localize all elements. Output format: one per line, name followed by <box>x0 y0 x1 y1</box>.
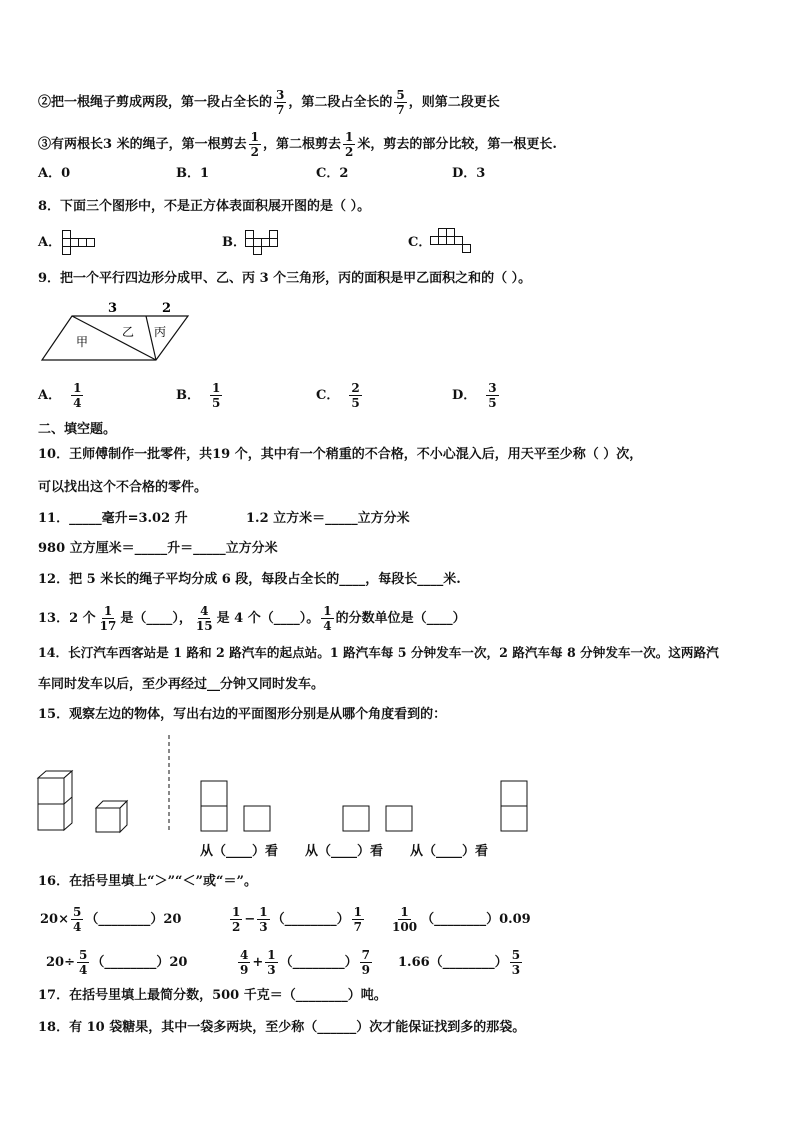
single-cube-figure <box>94 800 128 834</box>
q7-option-a[interactable]: A．0 <box>38 166 71 181</box>
divider-dashed-line <box>168 735 170 833</box>
section-title: 二、填空题。 <box>38 422 117 437</box>
q13-question: 13．2 个 $\frac{1}{17}$ 是（____）， $\frac{4}{15}$ 是 4 个（____）。 $\frac{1}{4}$ 的分数单位是（____） <box>38 604 466 633</box>
figure-label-yi: 乙 <box>122 325 135 339</box>
q8-option-b[interactable]: B． <box>222 235 246 250</box>
q10-line-1: 10．王师傅制作一批零件，共19 个，其中有一个稍重的不合格，不小心混入后，用天平至少称（ ）次， <box>38 447 643 462</box>
net-a-icon <box>62 230 104 258</box>
q8-option-a[interactable]: A． <box>38 235 62 250</box>
q11-part-b: 1.2 立方米＝_____立方分米 <box>246 511 410 526</box>
net-b-icon <box>245 230 287 258</box>
fraction: $\frac{3}{7}$ <box>276 88 285 117</box>
q9-option-b[interactable]: B． $\frac{1}{5}$ <box>176 381 221 410</box>
parallelogram-figure <box>42 300 202 362</box>
q16-expr-1: 20× $\frac{5}{4}$ （________）20 <box>40 905 182 934</box>
q7-option-c[interactable]: C．2 <box>316 166 349 181</box>
net-c-icon <box>430 228 472 258</box>
q14-line-1: 14．长汀汽车西客站是 1 路和 2 路汽车的起点站。1 路汽车每 5 分钟发车一次，2 路汽车每 8 分钟发车一次。这两路汽 <box>38 645 719 660</box>
view-1-figure <box>200 780 272 832</box>
q7-option-b[interactable]: B．1 <box>176 166 210 181</box>
q8-question: 8．下面三个图形中，不是正方体表面积展开图的是（ ）。 <box>38 199 371 214</box>
q12-question: 12．把 5 米长的绳子平均分成 6 段，每段占全长的____，每段长____米. <box>38 572 461 587</box>
q16-expr-2: $\frac{1}{2}$ − $\frac{1}{3}$ （________） $\frac{1}{7}$ <box>232 905 362 934</box>
q8-option-c[interactable]: C． <box>408 235 432 250</box>
q11-part-c: 980 立方厘米＝_____升＝_____立方分米 <box>38 541 278 556</box>
view-2-label: 从（____）看 <box>305 844 384 859</box>
figure-label-jia: 甲 <box>76 335 89 349</box>
q7-statement-3: ③有两根长3 米的绳子，第一根剪去 $\frac{1}{2}$ ，第二根剪去 $\frac{1}{2}$ 米，剪去的部分比较，第一根更长. <box>38 130 557 159</box>
view-3-label: 从（____）看 <box>410 844 489 859</box>
q10-line-2: 可以找出这个不合格的零件。 <box>38 480 208 495</box>
q9-option-c[interactable]: C． $\frac{2}{5}$ <box>316 381 360 410</box>
q17-question: 17．在括号里填上最简分数，500 千克＝（________）吨。 <box>38 988 387 1003</box>
q16-expr-4: 20÷ $\frac{5}{4}$ （________）20 <box>46 948 188 977</box>
q11-part-a: 11．_____毫升=3.02 升 <box>38 511 188 526</box>
view-1-label: 从（____）看 <box>200 844 279 859</box>
fraction: $\frac{1}{2}$ <box>250 130 259 159</box>
q16-expr-6: 1.66（________） $\frac{5}{3}$ <box>398 948 521 977</box>
q16-expr-5: $\frac{4}{9}$ + $\frac{1}{3}$ （________） $\frac{7}{9}$ <box>240 948 370 977</box>
q7-option-d[interactable]: D．3 <box>452 166 486 181</box>
q9-option-a[interactable]: A． $\frac{1}{4}$ <box>38 381 82 410</box>
figure-label-2: 2 <box>162 301 172 316</box>
q9-option-d[interactable]: D． $\frac{3}{5}$ <box>452 381 497 410</box>
fraction: $\frac{1}{2}$ <box>344 130 354 159</box>
q15-question: 15．观察左边的物体，写出右边的平面图形分别是从哪个角度看到的： <box>38 707 447 722</box>
stacked-cubes-figure <box>36 770 76 832</box>
q16-question: 16．在括号里填上“＞”“＜”或“＝”。 <box>38 874 257 889</box>
q9-question: 9．把一个平行四边形分成甲、乙、丙 3 个三角形，丙的面积是甲乙面积之和的（ ）。 <box>38 271 532 286</box>
figure-label-3: 3 <box>108 301 118 316</box>
fraction: $\frac{5}{7}$ <box>396 88 405 117</box>
q16-expr-3: $\frac{1}{100}$ （________）0.09 <box>392 905 531 934</box>
q18-question: 18．有 10 袋糖果，其中一袋多两块，至少称（______）次才能保证找到多的那袋。 <box>38 1020 526 1035</box>
view-2-figure <box>342 805 414 833</box>
q7-statement-2: ②把一根绳子剪成两段，第一段占全长的 $\frac{3}{7}$ ，第二段占全长的 $\frac{5}{7}$ ，则第二段更长 <box>38 88 500 117</box>
figure-label-bing: 丙 <box>154 325 167 339</box>
view-3-figure <box>500 780 530 832</box>
q14-line-2: 车同时发车以后，至少再经过__分钟又同时发车。 <box>38 677 325 692</box>
